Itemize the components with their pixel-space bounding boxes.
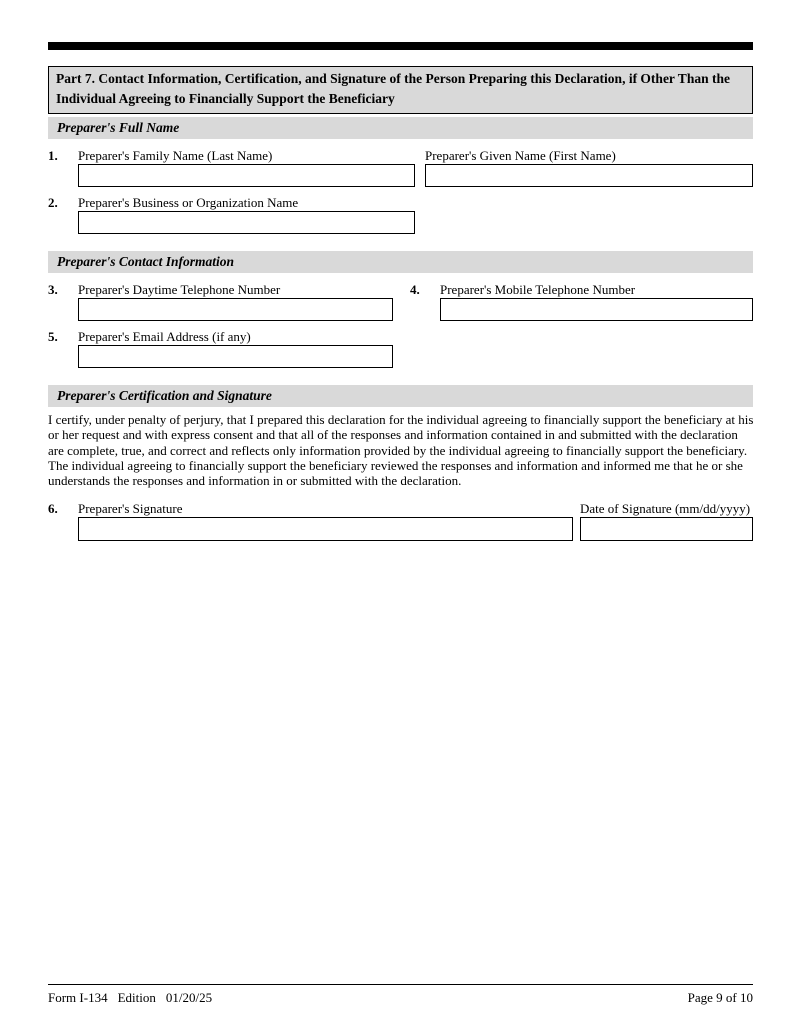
part-7-header: Part 7. Contact Information, Certification, and Signature of the Person Preparing this Declaration, if Other Than the Individual Agreeing to Financially Support the Beneficiary bbox=[48, 66, 753, 114]
section-header-contact-information: Preparer's Contact Information bbox=[48, 251, 753, 273]
item-number-5: 5. bbox=[48, 329, 58, 344]
item-number-3: 3. bbox=[48, 282, 58, 297]
date-of-signature-input[interactable] bbox=[580, 517, 753, 541]
mobile-phone-label: Preparer's Mobile Telephone Number bbox=[440, 282, 636, 297]
top-divider-bar bbox=[48, 42, 753, 50]
footer-form-number: Form I-134 bbox=[48, 990, 108, 1005]
signature-input[interactable] bbox=[78, 517, 573, 541]
item-number-6: 6. bbox=[48, 501, 58, 516]
footer-form-info bbox=[48, 990, 212, 1006]
business-name-input[interactable] bbox=[78, 211, 415, 234]
certification-statement: I certify, under penalty of perjury, that I prepared this declaration for the individual agreeing to financially support the beneficiary at his or her request and with express consent and that all of the responses and information contained in and submitted with the declaration are complete, true, and correct and reflects only information provided by the individual agreeing to financially support the beneficiary. The individual agreeing to financially support the beneficiary reviewed the responses and information and informed me that he or she understands the responses and information in or submitted with the declaration. bbox=[48, 412, 754, 489]
family-name-label: Preparer's Family Name (Last Name) bbox=[78, 148, 273, 163]
business-name-label: Preparer's Business or Organization Name bbox=[78, 195, 299, 210]
daytime-phone-input[interactable] bbox=[78, 298, 393, 321]
mobile-phone-input[interactable] bbox=[440, 298, 753, 321]
section-header-certification-signature: Preparer's Certification and Signature bbox=[48, 385, 753, 407]
signature-label: Preparer's Signature bbox=[78, 501, 183, 516]
email-input[interactable] bbox=[78, 345, 393, 368]
family-name-input[interactable] bbox=[78, 164, 415, 187]
footer-page-number: Page 9 of 10 bbox=[687, 990, 753, 1005]
item-number-4: 4. bbox=[410, 282, 420, 297]
item-number-1: 1. bbox=[48, 148, 58, 163]
footer-edition-label: Edition bbox=[117, 990, 156, 1005]
given-name-input[interactable] bbox=[425, 164, 753, 187]
daytime-phone-label: Preparer's Daytime Telephone Number bbox=[78, 282, 281, 297]
date-of-signature-label: Date of Signature (mm/dd/yyyy) bbox=[580, 501, 751, 516]
footer-edition-date: 01/20/25 bbox=[165, 990, 213, 1005]
email-label: Preparer's Email Address (if any) bbox=[78, 329, 251, 344]
section-header-full-name: Preparer's Full Name bbox=[48, 117, 753, 139]
footer-divider bbox=[48, 984, 753, 985]
given-name-label: Preparer's Given Name (First Name) bbox=[425, 148, 616, 163]
item-number-2: 2. bbox=[48, 195, 58, 210]
